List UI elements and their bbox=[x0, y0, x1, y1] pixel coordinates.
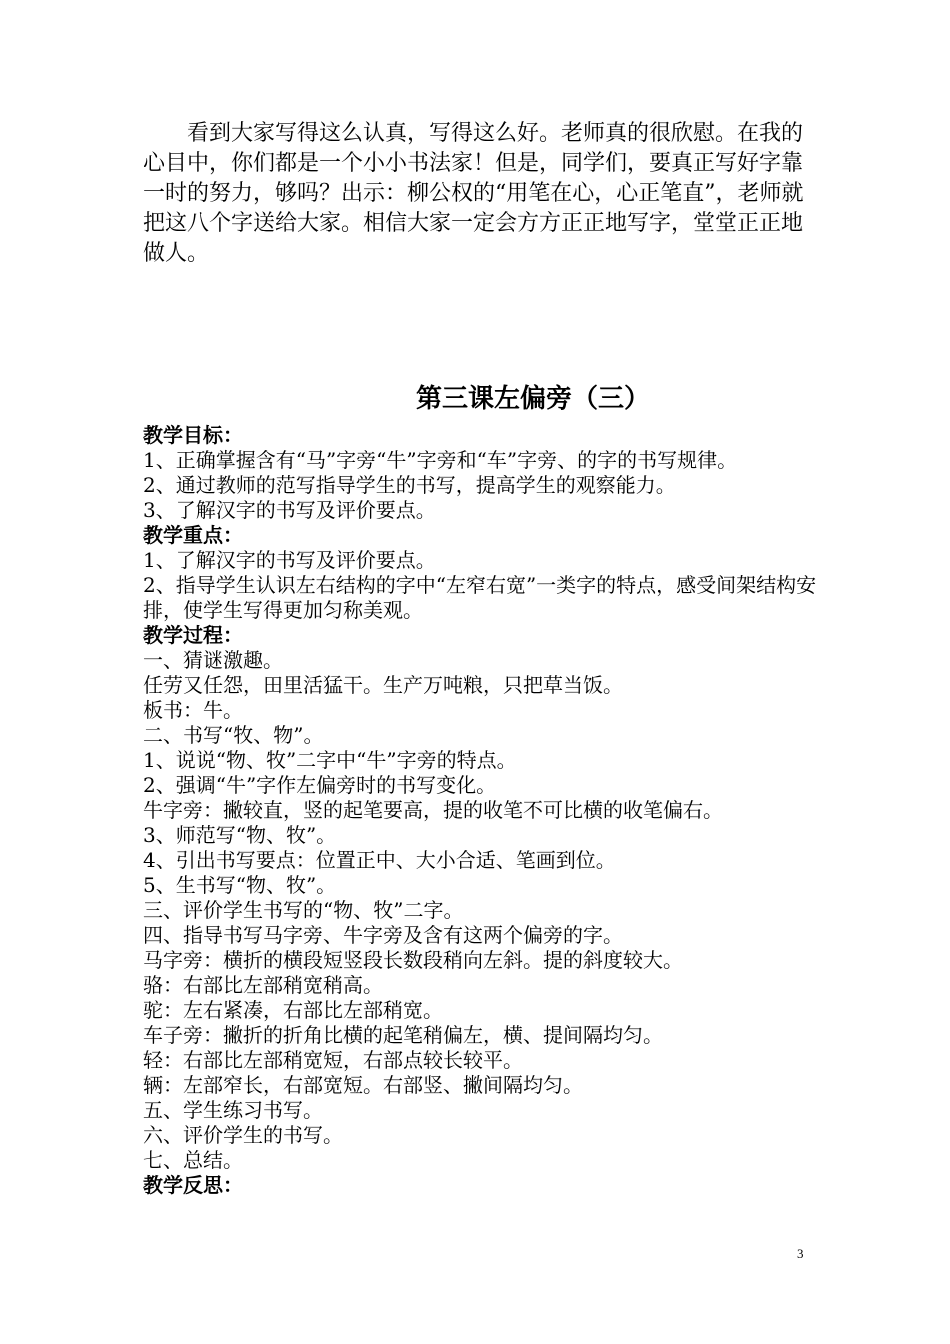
body-line: 七、总结。 bbox=[143, 1148, 243, 1172]
body-line: 轻：右部比左部稍宽短，右部点较长较平。 bbox=[143, 1048, 523, 1072]
body-line: 车子旁：撇折的折角比横的起笔稍偏左，横、提间隔均匀。 bbox=[143, 1023, 663, 1047]
page-number: 3 bbox=[797, 1246, 804, 1261]
body-line: 六、评价学生的书写。 bbox=[143, 1123, 343, 1147]
body-line: 2、通过教师的范写指导学生的书写，提高学生的观察能力。 bbox=[143, 473, 676, 497]
body-line: 5、生书写“物、牧”。 bbox=[143, 873, 337, 897]
body-line: 马字旁：横折的横段短竖段长数段稍向左斜。提的斜度较大。 bbox=[143, 948, 683, 972]
section-heading: 教学重点： bbox=[143, 523, 243, 547]
body-line: 1、正确掌握含有“马”字旁“牛”字旁和“车”字旁、的字的书写规律。 bbox=[143, 448, 738, 472]
body-line: 4、引出书写要点：位置正中、大小合适、笔画到位。 bbox=[143, 848, 616, 872]
body-line: 2、强调“牛”字作左偏旁时的书写变化。 bbox=[143, 773, 497, 797]
body-line: 3、师范写“物、牧”。 bbox=[143, 823, 337, 847]
body-line: 五、学生练习书写。 bbox=[143, 1098, 323, 1122]
body-line: 驼：左右紧凑，右部比左部稍宽。 bbox=[143, 998, 443, 1022]
lesson-title: 第三课左偏旁（三） bbox=[416, 384, 651, 414]
body-line: 1、了解汉字的书写及评价要点。 bbox=[143, 548, 436, 572]
section-heading: 教学反思： bbox=[143, 1173, 243, 1197]
body-line: 2、指导学生认识左右结构的字中“左窄右宽”一类字的特点，感受间架结构安排，使学生写得更加匀称美观。 bbox=[143, 573, 817, 622]
section-heading: 教学目标： bbox=[143, 423, 243, 447]
body-line: 二、书写“牧、物”。 bbox=[143, 723, 324, 747]
body-line: 一、猜谜激趣。 bbox=[143, 648, 283, 672]
section-heading: 教学过程： bbox=[143, 623, 243, 647]
lesson-body bbox=[143, 423, 823, 1198]
body-line: 三、评价学生书写的“物、牧”二字。 bbox=[143, 898, 464, 922]
body-line: 板书：牛。 bbox=[143, 698, 243, 722]
body-line: 四、指导书写马字旁、牛字旁及含有这两个偏旁的字。 bbox=[143, 923, 623, 947]
body-line: 3、了解汉字的书写及评价要点。 bbox=[143, 498, 436, 522]
body-line: 1、说说“物、牧”二字中“牛”字旁的特点。 bbox=[143, 748, 517, 772]
intro-paragraph: 看到大家写得这么认真，写得这么好。老师真的很欣慰。在我的心目中，你们都是一个小小书法家！但是，同学们，要真正写好字靠一时的努力，够吗？出示：柳公权的“用笔在心，心正笔直”，老师就把这八个字送给大家。相信大家一定会方方正正地写字，堂堂正正地做人。 bbox=[143, 121, 804, 266]
body-line: 任劳又任怨，田里活猛干。生产万吨粮，只把草当饭。 bbox=[143, 673, 623, 697]
body-line: 骆：右部比左部稍宽稍高。 bbox=[143, 973, 383, 997]
body-line: 辆：左部窄长，右部宽短。右部竖、撇间隔均匀。 bbox=[143, 1073, 583, 1097]
body-line: 牛字旁：撇较直，竖的起笔要高，提的收笔不可比横的收笔偏右。 bbox=[143, 798, 723, 822]
